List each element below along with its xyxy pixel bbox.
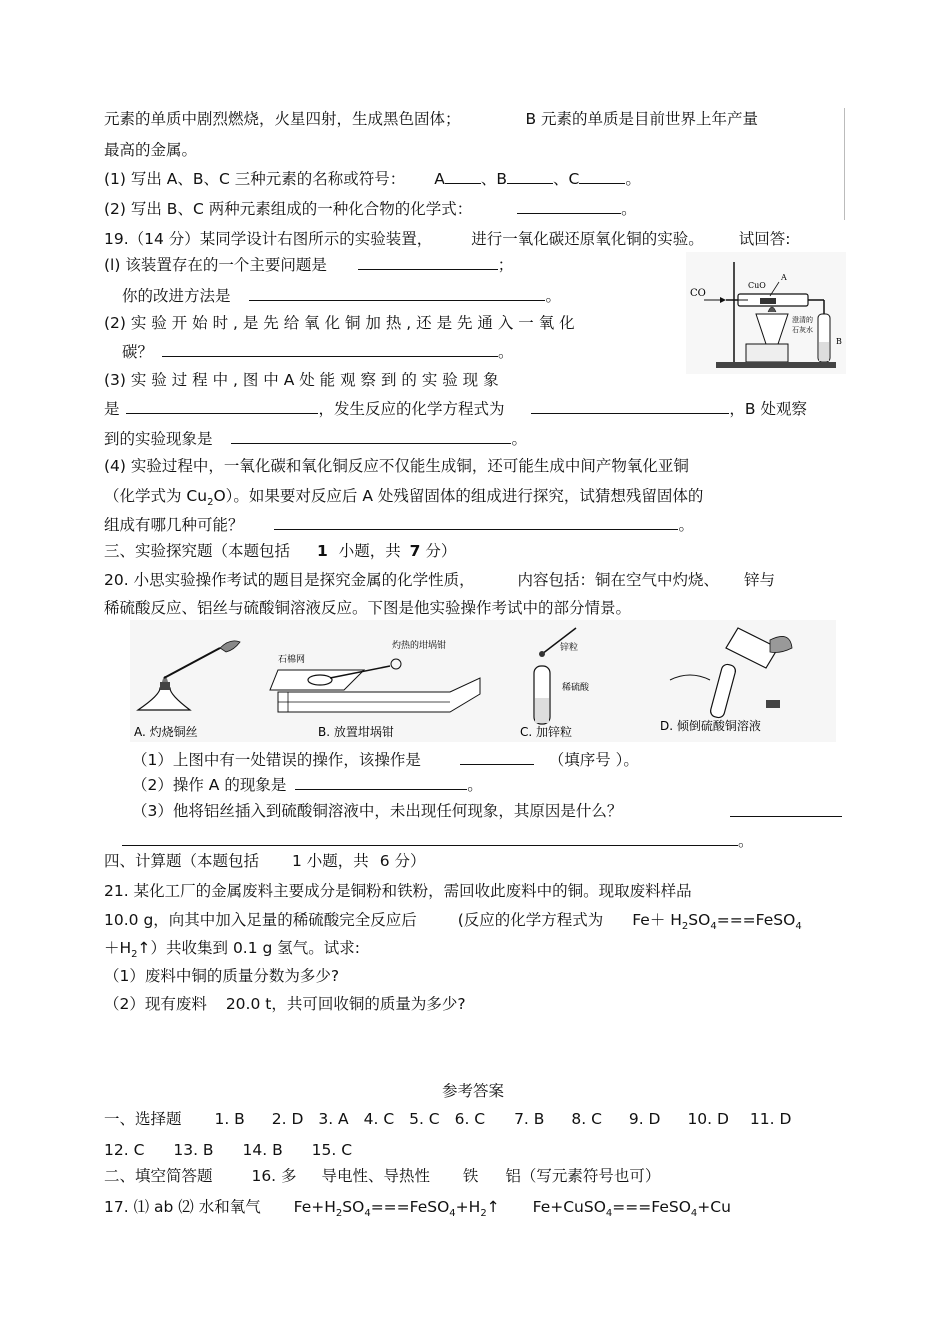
q19-part-4-cont2: 组成有哪几种可能？ 。 (104, 513, 694, 536)
figure-c-acid-label: 稀硫酸 (562, 683, 590, 693)
answer-blank[interactable] (126, 397, 318, 414)
answer-blank[interactable] (358, 253, 498, 270)
answer-blank[interactable] (162, 340, 498, 357)
q19-part-2: (2) 实 验 开 始 时 , 是 先 给 氧 化 铜 加 热 , 还 是 先 通 入 一 氧 化 (104, 314, 575, 332)
figure-a-caption: A. 灼烧铜丝 (134, 725, 198, 739)
figure-b-caption: B. 放置坩埚钳 (318, 725, 394, 739)
q21-sub-1: （1）废料中铜的质量分数为多少? (104, 967, 340, 985)
q19-part-3-cont: 是 ，发生反应的化学方程式为 ，B 处观察 (104, 397, 807, 420)
answer-blank[interactable] (730, 800, 842, 817)
q19-title: 19.（14 分）某同学设计右图所示的实验装置， 进行一氧化碳还原氧化铜的实验。 试回答: (104, 230, 791, 248)
answers-row-2: 12. C 13. B 14. B 15. C (104, 1141, 353, 1159)
page-edge-line (844, 108, 845, 220)
answer-blank[interactable] (295, 773, 467, 790)
q20-operations-figure (130, 620, 836, 742)
answers-row-4: 17. ⑴ ab ⑵ 水和氧气 $Fe+H_2SO_4===FeSO_4+H_2↑$ Fe+CuSO$_4$===FeSO$_4$+Cu (104, 1198, 731, 1220)
q19-part-3-cont2: 到的实验现象是 。 (104, 427, 527, 450)
fig-limewater-label-2: 石灰水 (792, 326, 813, 334)
q19-part-3: (3) 实 验 过 程 中 , 图 中 A 处 能 观 察 到 的 实 验 现 象 (104, 371, 499, 389)
answer-blank[interactable] (249, 284, 545, 301)
q20-sub-3: （3）他将铝丝插入到硫酸铜溶液中，未出现任何现象，其原因是什么？ (132, 802, 623, 820)
q21-line-2: 10.0 g，向其中加入足量的稀硫酸完全反应后 (反应的化学方程式为 $Fe+ H_2SO_4===FeSO_4$ (104, 911, 802, 933)
q18-part-2: (2) 写出 B、C 两种元素组成的一种化合物的化学式： 。 (104, 197, 637, 220)
q20-line-2: 稀硫酸反应、铝丝与硫酸铜溶液反应。下图是他实验操作考试中的部分情景。 (104, 599, 632, 617)
fig-b-label: B (836, 337, 842, 346)
answer-blank[interactable] (460, 748, 534, 765)
answer-blank[interactable] (507, 167, 553, 184)
q21-line-1: 21. 某化工厂的金属废料主要成分是铜粉和铁粉，需回收此废料中的铜。现取废料样品 (104, 882, 692, 900)
figure-c-zinc-label: 锌粒 (560, 643, 579, 653)
answers-row-1: 一、选择题 1. B 2. D 3. A 4. C 5. C 6. C 7. B 8. C 9. D 10. D 11. D (104, 1110, 792, 1128)
section-3-heading: 三、实验探究题（本题包括 1 小题，共 7 分） (104, 542, 457, 560)
figure-c-caption: C. 加锌粒 (520, 725, 573, 739)
answer-blank[interactable] (531, 397, 729, 414)
q20-sub-3-blank-a (730, 800, 842, 823)
answer-blank[interactable] (274, 513, 678, 530)
q18-part-1: (1) 写出 A、B、C 三种元素的名称或符号： A 、B 、C 。 (104, 167, 641, 190)
figure-d-caption: D. 倾倒硫酸铜溶液 (660, 719, 761, 733)
answers-title: 参考答案 (442, 1082, 505, 1100)
answer-blank[interactable] (517, 197, 621, 214)
q19-part-4: (4) 实验过程中，一氧化碳和氧化铜反应不仅能生成铜，还可能生成中间产物氧化亚铜 (104, 457, 689, 475)
q19-part-4-cont: （化学式为 $Cu_2O$）。如果要对反应后 A 处残留固体的组成进行探究，试猜想残留固体的 (104, 487, 704, 509)
co-reduction-apparatus-figure (686, 252, 846, 374)
figure-b-net-label: 石棉网 (278, 655, 306, 665)
q18-line-1: 元素的单质中剧烈燃烧，火星四射，生成黑色固体； B 元素的单质是目前世界上年产量 (104, 110, 759, 128)
q18-line-2: 最高的金属。 (104, 141, 198, 159)
answers-row-3: 二、填空简答题 16. 多 导电性、导热性 铁 铝（写元素符号也可） (104, 1167, 661, 1185)
answer-blank[interactable] (231, 427, 511, 444)
fig-limewater-label-1: 澄清的 (792, 316, 813, 324)
fig-cuo-label: CuO (748, 281, 766, 290)
answer-blank[interactable] (122, 829, 738, 846)
q19-part-1-fix: 你的改进方法是 。 (122, 284, 561, 307)
q19-part-2-cont: 碳？ 。 (122, 340, 513, 363)
answer-blank[interactable] (579, 167, 625, 184)
fig-a-label: A (781, 273, 787, 282)
q20-sub-3-blank-b: 。 (122, 829, 754, 852)
q19-part-1: (l) 该装置存在的一个主要问题是 ； (104, 253, 513, 276)
answer-blank[interactable] (445, 167, 481, 184)
q20-sub-2: （2）操作 A 的现象是 。 (132, 773, 483, 796)
q20-sub-1: （1）上图中有一处错误的操作，该操作是 （填序号 ）。 (132, 748, 639, 771)
q21-sub-2: （2）现有废料 20.0 t，共可回收铜的质量为多少? (104, 995, 466, 1013)
section-4-heading: 四、计算题（本题包括 1 小题，共 6 分） (104, 852, 426, 870)
q20-line-1: 20. 小思实验操作考试的题目是探究金属的化学性质， 内容包括：铜在空气中灼烧、 锌与 (104, 571, 775, 589)
figure-b-tongs-label: 灼热的坩埚钳 (392, 641, 447, 651)
q21-line-3: $+H_2↑$）共收集到 0.1 g 氢气。试求: (104, 939, 361, 961)
fig-co-label: CO (690, 288, 706, 299)
